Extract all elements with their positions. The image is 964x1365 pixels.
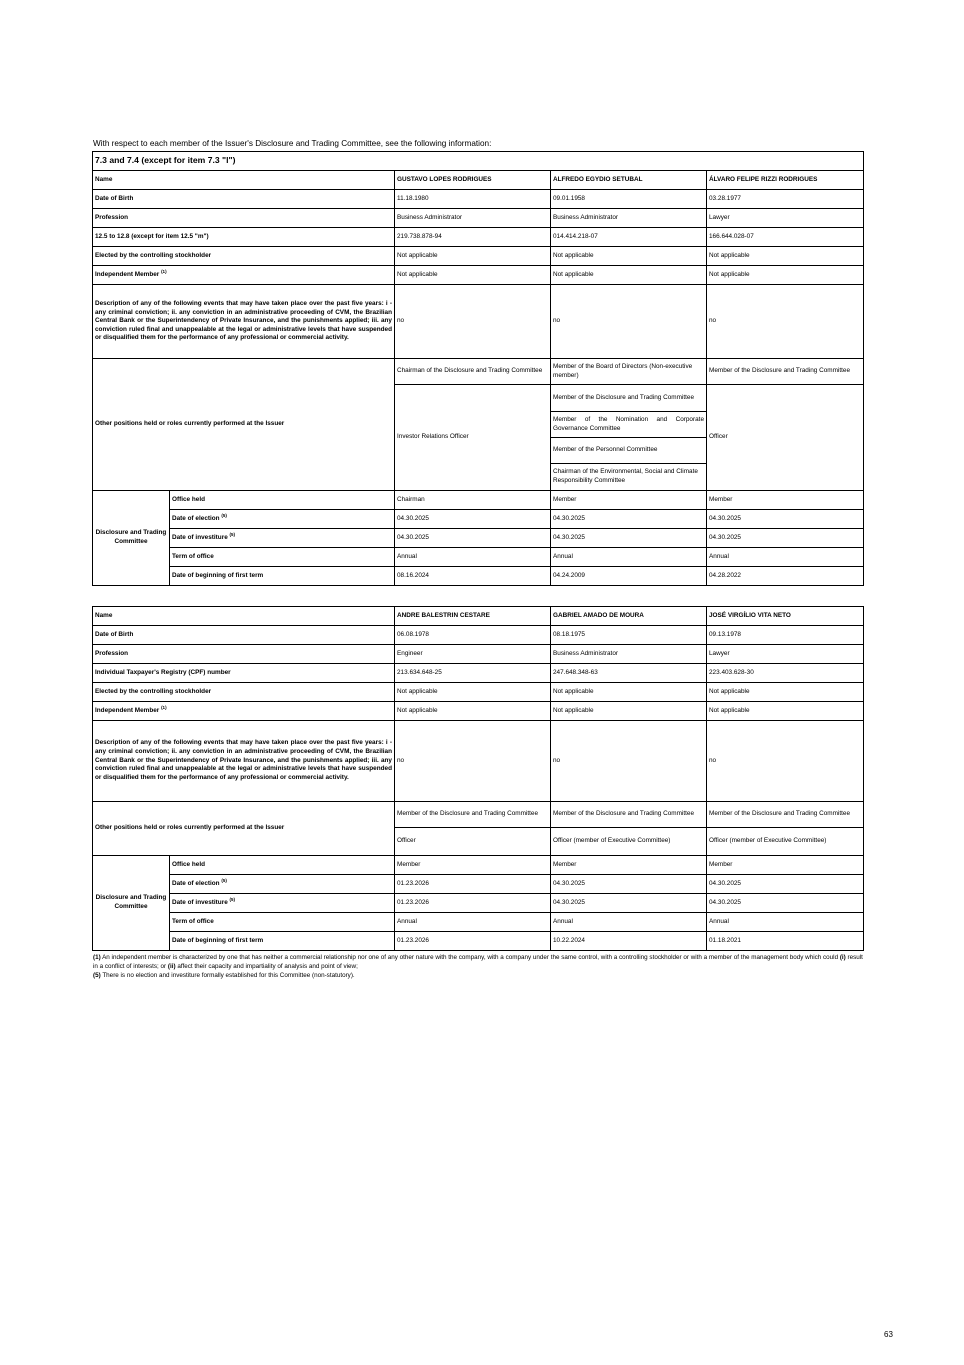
table-row: Member of the Personnel Committee [93, 438, 864, 464]
table-row: Name ANDRE BALESTRIN CESTARE GABRIEL AMADO DE MOURA JOSÉ VIRGÍLIO VITA NETO [93, 607, 864, 626]
intro-text: With respect to each member of the Issuer's Disclosure and Trading Committee, see the following information: [93, 139, 492, 148]
page-number: 63 [884, 1330, 893, 1339]
table-row: 12.5 to 12.8 (except for item 12.5 "m") 219.738.878-94 014.414.218-07 166.644.028-07 [93, 228, 864, 247]
committee-table-1 [92, 151, 864, 586]
member-name: ALFREDO EGYDIO SETUBAL [551, 171, 707, 190]
table-row: Date of investiture $^{(5)}$ 01.23.2026 04.30.2025 04.30.2025 [93, 894, 864, 913]
table-row: Profession Business Administrator Business Administrator Lawyer [93, 209, 864, 228]
footnote-5: (5) There is no election and investiture formally established for this Committee (non-statutory). [93, 971, 355, 979]
table-row: Description of any of the following events that may have taken place over the past five years: i - any criminal conviction; ii. any conviction in an administrative proceeding of CVM, the Brazilian Central Bank or the Superintendency of Private Insurance, and the punishments applied; iii. any conviction ruled final and unappealable at the legal or administrative levels that have suspended or disqualified them for the performance of any professional or commercial activity. no no no [93, 285, 864, 359]
table-row: Officer Officer (member of Executive Committee) Officer (member of Executive Committee) [93, 828, 864, 856]
table-row: Description of any of the following events that may have taken place over the past five years: i - any criminal conviction; ii. any conviction in an administrative proceeding of CVM, the Brazilian Central Bank or the Superintendency of Private Insurance, and the punishments applied; iii. any conviction ruled final and unappealable at the legal or administrative levels that have suspended or disqualified them for the performance of any professional or commercial activity. no no no [93, 721, 864, 802]
table-title: 7.3 and 7.4 (except for item 7.3 "l") [93, 152, 864, 171]
table-row: Elected by the controlling stockholder Not applicable Not applicable Not applicable [93, 247, 864, 266]
member-name: GUSTAVO LOPES RODRIGUES [395, 171, 551, 190]
member-name: GABRIEL AMADO DE MOURA [551, 607, 707, 626]
member-name: ÁLVARO FELIPE RIZZI RODRIGUES [707, 171, 864, 190]
table-row: Disclosure and Trading Committee Office held Member Member Member [93, 856, 864, 875]
table-row: Date of beginning of first term 01.23.2026 10.22.2024 01.18.2021 [93, 932, 864, 951]
member-name: JOSÉ VIRGÍLIO VITA NETO [707, 607, 864, 626]
table-row: Elected by the controlling stockholder Not applicable Not applicable Not applicable [93, 683, 864, 702]
footnotes [93, 954, 865, 980]
table-row: Individual Taxpayer's Registry (CPF) number 213.634.648-25 247.648.348-63 223.403.628-30 [93, 664, 864, 683]
table-row: Date of Birth 06.08.1978 08.18.1975 09.13.1978 [93, 626, 864, 645]
table-row: Date of election $^{(5)}$ 04.30.2025 04.30.2025 04.30.2025 [93, 510, 864, 529]
footnote-1: (1) An independent member is characterized by one that has neither a commercial relationship nor one of any other nature with the company, with a company under the same control, with a controlling stockholder or with a member of the management body which could (i) result in a conflict of interests; or (ii) affect their capacity and impartiality of analysis and point of view; [93, 954, 863, 970]
member-name: ANDRE BALESTRIN CESTARE [395, 607, 551, 626]
table-row: Member of the Nomination and Corporate Governance Committee [93, 412, 864, 438]
table-row: Independent Member $^{(1)}$ Not applicable Not applicable Not applicable [93, 266, 864, 285]
table-row: Term of office Annual Annual Annual [93, 913, 864, 932]
table-row: Investor Relations Officer Member of the Disclosure and Trading Committee Officer [93, 385, 864, 412]
table-row: Chairman of the Environmental, Social and Climate Responsibility Committee [93, 464, 864, 491]
table-row: Date of investiture $^{(5)}$ 04.30.2025 04.30.2025 04.30.2025 [93, 529, 864, 548]
table-row: Disclosure and Trading Committee Office held Chairman Member Member [93, 491, 864, 510]
table-row: Other positions held or roles currently performed at the Issuer Member of the Disclosure and Trading Committee Member of the Disclosure and Trading Committee Member of the Disclosure and Trading Committee [93, 802, 864, 828]
table-row: Date of Birth 11.18.1980 09.01.1958 03.28.1977 [93, 190, 864, 209]
table-row: Name GUSTAVO LOPES RODRIGUES ALFREDO EGYDIO SETUBAL ÁLVARO FELIPE RIZZI RODRIGUES [93, 171, 864, 190]
committee-table-2 [92, 606, 864, 951]
table-row: Other positions held or roles currently performed at the Issuer Chairman of the Disclosure and Trading Committee Member of the Board of Directors (Non-executive member) Member of the Disclosure and Trading Committee [93, 359, 864, 385]
table-row: Independent Member $^{(1)}$ Not applicable Not applicable Not applicable [93, 702, 864, 721]
table-row: Term of office Annual Annual Annual [93, 548, 864, 567]
table-row: Profession Engineer Business Administrator Lawyer [93, 645, 864, 664]
table-row: Date of beginning of first term 08.16.2024 04.24.2009 04.28.2022 [93, 567, 864, 586]
table-row: Date of election $^{(5)}$ 01.23.2026 04.30.2025 04.30.2025 [93, 875, 864, 894]
